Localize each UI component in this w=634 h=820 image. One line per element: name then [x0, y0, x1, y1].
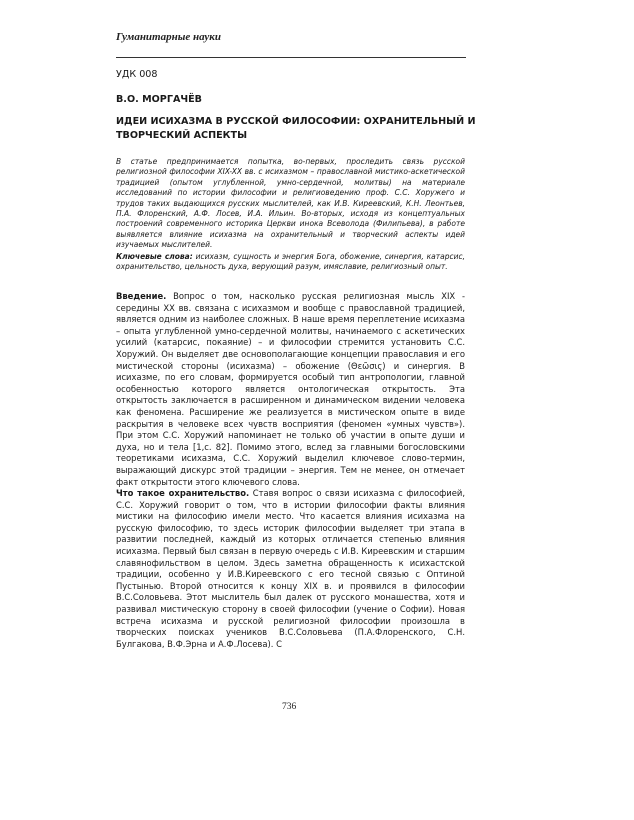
- section2-paragraph: [116, 488, 465, 650]
- article-title: ИДЕИ ИСИХАЗМА В РУССКОЙ ФИЛОСОФИИ: ОХРАНИТЕЛЬНЫЙ И ТВОРЧЕСКИЙ АСПЕКТЫ: [116, 116, 476, 141]
- udk-code: УДК 008: [116, 69, 158, 80]
- intro-heading: Введение.: [116, 291, 167, 301]
- abstract: В статье предпринимается попытка, во-первых, проследить связь русской религиозной философии XIX-XX вв. с исихазмом – православной мистико-аскетической традицией (опытом углубленной, умно-сердечной, молитвы) на материале исследований по истории философии и религиоведению проф. С.С. Хоружего и трудов таких выдающихся русских мыслителей, как И.В. Киреевский, К.Н. Леонтьев, П.А. Флоренский, А.Ф. Лосев, И.А. Ильин. Во-вторых, исходя из концептуальных построений современного историка Церкви инока Всеволода (Филипьева), в работе выявляется влияние исихазма на охранительный и творческий аспекты идей изучаемых мыслителей.: [116, 157, 465, 250]
- page-number: 736: [282, 702, 297, 712]
- header-divider: [116, 57, 466, 58]
- section2-heading: Что такое охранительство.: [116, 488, 250, 499]
- intro-paragraph: [116, 291, 465, 488]
- section2-text: Ставя вопрос о связи исихазма с философией, С.С. Хоружий говорит о том, что в истории философии факты влияния мистики на философию имели место. Что касается влияния исихазма на русскую философию, то здесь историк философии выделяет три этапа в развитии последней, каждый из которых отличается степенью влияния исихазма. Первый был связан в первую очередь с И.В. Киреевским и старшим славянофильством в целом. Здесь заметна обращенность к исихастской традиции, особенно у И.В.Киреевского с его тесной связью с Оптиной Пустынью. Второй относится к концу XIX в. и проявился в философии В.С.Соловьева. Этот мыслитель был далек от русского монашества, хотя и развивал мистическую сторону в своей философии (учение о Софии). Новая встреча исихазма и русской религиозной философии произошла в творческих поисках учеников В.С.Соловьева (П.А.Флоренского, С.Н. Булгакова, В.Ф.Эрна и А.Ф.Лосева). С: [116, 488, 466, 649]
- keywords: [116, 252, 465, 273]
- running-head: Гуманитарные науки: [116, 31, 222, 43]
- keywords-label: Ключевые слова:: [116, 252, 193, 261]
- intro-text: Вопрос о том, насколько русская религиозная мысль XIX - середины XX вв. связана с исихазмом и вообще с православной традицией, является одним из наиболее сложных. В наше время переплетение исихазма – опыта углубленной умно-сердечной молитвы, начинаемого с аскетических усилий (катарсис, покаяние) – и философии стремится установить С.С. Хоружий. Он выделяет две основополагающие концепции православия и его мистической стороны (исихазма) – обожение (Θεῶσις) и синергия. В исихазме, по его словам, формируется особый тип антропологии, главной особенностью которого является онтологическая открытость. Эта открытость заключается в расширенном и динамическом видении человека как феномена. Расширение же реализуется в мистическом опыте в виде раскрытия в человеке всех чувств восприятия (феномен «умных чувств»). При этом С.С. Хоружий напоминает не только об участии в опыте души и духа, но и тела [1,с. 82]. Помимо этого, вслед за главными богословскими теоретиками исихазма, С.С. Хоружий выделил ключевое слово-термин, выражающий дискурс этой традиции – энергия. Тем не менее, он отмечает факт открытости этого ключевого слова.: [116, 291, 465, 487]
- article-body: [116, 291, 465, 650]
- keywords-list: исихазм, сущность и энергия Бога, обожение, синергия, катарсис, охранительство, цельность духа, верующий разум, имяславие, религиозный опыт.: [116, 252, 465, 272]
- author-name: В.О. МОРГАЧЁВ: [116, 94, 202, 105]
